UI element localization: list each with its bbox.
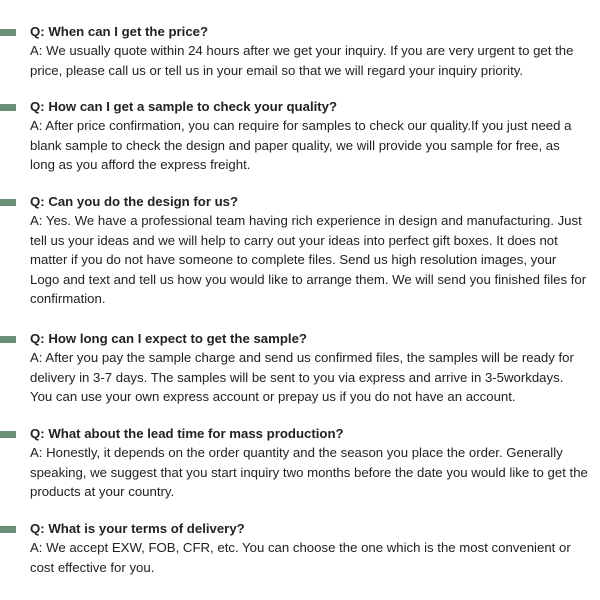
bullet-bar-icon [0,431,16,438]
answer-line: price, please call us or tell us in your email so that we will regard your inquiry priority. [30,62,524,78]
faq-answer [30,443,588,501]
bullet-bar-icon [0,104,16,111]
faq-question: Q: Can you do the design for us? [30,194,239,209]
answer-line: matter if you do not have someone to complete files. Send us high resolution images, your [30,252,557,268]
answer-line: You can use your own express account or prepay us if you do not have an account. [30,389,516,405]
answer-line: A: We accept EXW, FOB, CFR, etc. You can choose the one which is the most convenient or [30,540,571,556]
faq-question: Q: What about the lead time for mass production? [30,426,344,441]
answer-line: long as you afford the express freight. [30,157,251,173]
faq-question: Q: How long can I expect to get the sample? [30,331,307,346]
bullet-bar-icon [0,199,16,206]
bullet-bar-icon [0,526,16,533]
answer-line: A: After price confirmation, you can require for samples to check our quality.If you just need a [30,118,572,134]
answer-line: A: Honestly, it depends on the order quantity and the season you place the order. Generally [30,445,563,461]
answer-line: blank sample to check the design and paper quality, we will provide you sample for free, as [30,137,560,153]
answer-line: Logo and text and tell us how you would like to arrange them. We will send you finished files for [30,271,587,287]
answer-line: speaking, we suggest that you start inquiry two months before the date you would like to get the [30,464,588,480]
faq-question: Q: When can I get the price? [30,24,209,39]
answer-line: A: Yes. We have a professional team having rich experience in design and manufacturing. Just [30,213,582,229]
answer-line: delivery in 3-7 days. The samples will be sent to you via express and arrive in 3-5workdays. [30,369,564,385]
faq-answer [30,538,571,577]
answer-line: cost effective for you. [30,559,155,575]
faq-answer [30,211,586,308]
faq-answer [30,41,573,80]
answer-line: tell us your ideas and we will help to carry out your ideas into perfect gift boxes. It does not [30,232,558,248]
bullet-bar-icon [0,29,16,36]
answer-line: products at your country. [30,484,175,500]
faq-answer [30,348,574,406]
bullet-bar-icon [0,336,16,343]
answer-line: A: We usually quote within 24 hours after we get your inquiry. If you are very urgent to get the [30,43,574,59]
answer-line: A: After you pay the sample charge and send us confirmed files, the samples will be ready for [30,350,574,366]
answer-line: confirmation. [30,290,106,306]
faq-question: Q: How can I get a sample to check your quality? [30,99,338,114]
faq-question: Q: What is your terms of delivery? [30,521,245,536]
faq-answer [30,116,571,174]
